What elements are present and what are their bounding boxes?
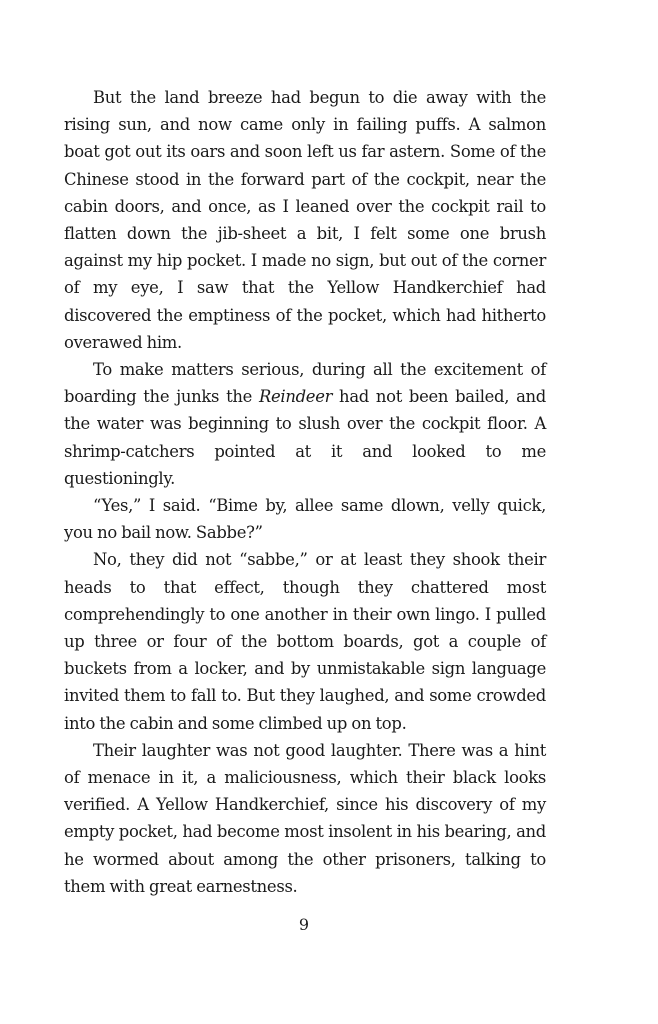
paragraph-4-text: No, they did not “sabbe,” or at least they shook their heads to that effect, though they chattered most comprehendingly to one another in their own lingo. I pulled up three or four of the bottom boards, got a couple of buckets from a locker, and by unmistakable sign language invited them to fall to. But they laughed, and some crowded into the cabin and some climbed up on top. [64,550,546,733]
paragraph-2-text-end: had not been bailed, and the water was beginning to slush over the cockpit floor. A shrimp-catchers pointed at it and looked to me questioningly. [64,387,546,488]
paragraph-3 [64,492,546,546]
paragraph-5-text: Their laughter was not good laughter. There was a hint of menace in it, a maliciousness, which their black looks verified. A Yellow Handkerchief, since his discovery of my empty pocket, had become most insolent in his bearing, and he wormed about among the other prisoners, talking to them with great earnestness. [64,740,546,896]
paragraph-2-text-start: To make matters serious, during all the excitement of boarding the junks the [64,360,546,407]
paragraph-3-text: “Yes,” I said. “Bime by, allee same dlown, velly quick, you no bail now. Sabbe?” [64,496,546,543]
paragraph-1 [64,84,546,356]
page-number: 9 [298,915,310,934]
paragraph-1-text: But the land breeze had begun to die away with the rising sun, and now came only in failing puffs. A salmon boat got out its oars and soon left us far astern. Some of the Chinese stood in the forward part of the cockpit, near the cabin doors, and once, as I leaned over the cockpit rail to flatten down the jib-sheet a bit, I felt some one brush against my hip pocket. I made no sign, but out of the corner of my eye, I saw that the Yellow Handkerchief had discovered the emptiness of the pocket, which had hitherto overawed him. [64,88,546,352]
paragraph-2 [64,356,546,492]
paragraph-5 [64,737,546,900]
paragraph-4 [64,546,546,736]
body-text [64,84,546,900]
ship-name-italic: Reindeer [258,387,333,407]
